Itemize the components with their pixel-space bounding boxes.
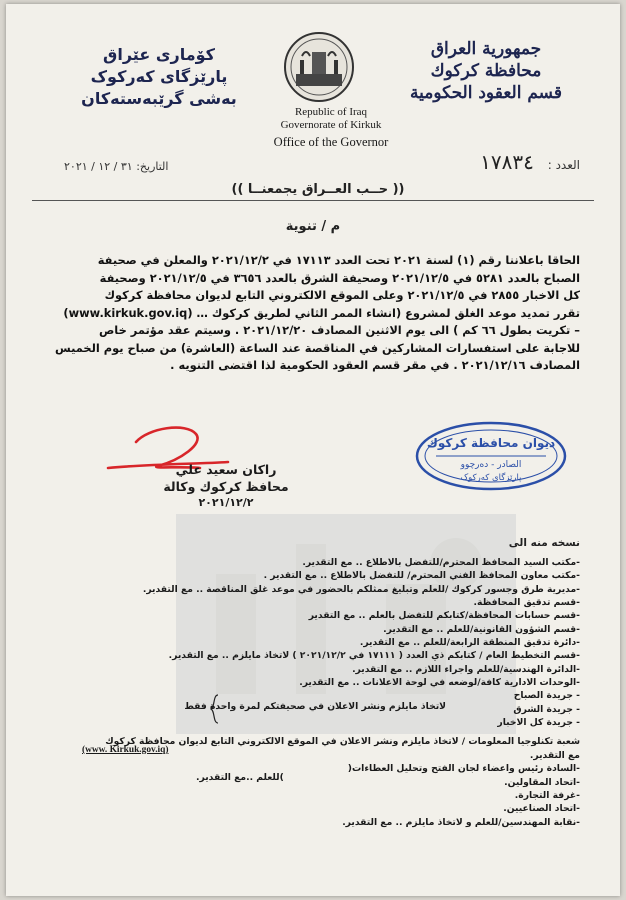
header-en-line-3: Office of the Governor — [273, 135, 389, 149]
list-item: -الدائرة الهندسية/للعلم واجراء اللازم .. مع التقدير. — [352, 663, 580, 675]
header-ku-line-2: پارێزگای کەرکوک — [90, 67, 228, 86]
committee-note: )للعلم ..مع التقدير. — [196, 772, 284, 783]
header-divider — [32, 200, 594, 201]
list-item: مع التقدير. — [529, 749, 580, 761]
body-line: تقرر تمديد موعد الغلق لمشروع (انشاء الممر الثاني لطريق كركوك … (www.kirkuk.gov.iq) — [63, 305, 580, 320]
document-date: التاريخ: ٣١ / ١٢ / ٢٠٢١ — [64, 160, 169, 173]
body-line: الصباح بالعدد ٥٢٨١ في ٢٠٢١/١٢/٥ وصحيفة الشرق بالعدد ٣٦٥٦ في ٢٠٢١/١٢/٥ وصحيفة — [99, 270, 580, 285]
header-ar-line-1: جمهورية العراق — [430, 39, 542, 59]
list-item: -قسم التخطيط العام / كتابكم ذي العدد ( ١٧١١١ في ٢٠٢١/١٢/٢ ) لاتخاذ مايلزم .. مع التقدير. — [168, 650, 580, 662]
signer-name: راكان سعيد علي — [175, 462, 277, 477]
cc-list — [46, 556, 580, 829]
list-item: -اتحاد الصناعيين. — [503, 803, 580, 815]
body-line: المصادف ٢٠٢١/١٢/١٦ . في مقر قسم العقود الحكومية لذا اقتضى التنويه . — [170, 358, 580, 372]
header-en-line-1: Republic of Iraq — [294, 106, 368, 118]
list-item: -السادة رئيس واعضاء لجان الفتح وتحليل العطاءات( — [347, 763, 580, 775]
subject-line: م / تنوية — [285, 219, 341, 234]
header-ku-line-1: کۆماری عێراق — [103, 45, 215, 64]
list-item: -الوحدات الادارية كافة/لوضعه في لوحة الاعلانات .. مع التقدير. — [299, 677, 580, 689]
body-line: كل الاخبار ٢٨٥٥ في ٢٠٢١/١٢/٥ وعلى الموقع الالكتروني التابع لديوان محافظة كركوك — [104, 288, 580, 302]
website-link: (www. Kirkuk.gov.iq) — [82, 745, 169, 755]
stamp-middle-text: الصادر - دەرچوو — [460, 460, 522, 470]
list-item: -غرفة التجارة. — [514, 789, 580, 801]
body-line: للاجابة على استفسارات المشاركين في المناقصة عند الساعة (العاشرة) من صباح يوم الخميس — [54, 340, 580, 355]
body-line: الحاقا باعلاننا رقم (١) لسنة ٢٠٢١ تحت العدد ١٧١١٣ في ٢٠٢١/١٢/٢ والمعلن في صحيفة — [97, 253, 580, 267]
stamp-bottom-text: پارێزگای کەرکوک — [460, 473, 522, 483]
list-item: -مكتب معاون المحافظ الفني المحترم/ للتفضل بالاطلاع .. مع التقدير . — [263, 570, 580, 582]
signer-title: محافظ كركوك وكالة — [163, 479, 289, 494]
header-ar-line-3: قسم العقود الحكومية — [410, 83, 562, 103]
notice-body — [50, 252, 580, 375]
newspaper-item: - جريدة كل الاخبار — [497, 717, 580, 729]
list-item: -قسم تدقيق المحافظة. — [473, 597, 580, 609]
header-kurdish — [74, 44, 244, 110]
document-page — [6, 4, 620, 896]
list-item: -مكتب السيد المحافظ المحترم/للتفضل بالاطلاع .. مع التقدير. — [302, 557, 580, 568]
stamp-top-text: ديوان محافظة كركوك — [426, 436, 556, 450]
header-en-line-2: Governorate of Kirkuk — [280, 119, 382, 131]
cc-heading: نسخه منه الى — [508, 537, 580, 549]
slogan: (( حــب العــراق يجمعنــا )) — [231, 182, 405, 197]
header-ar-line-2: محافظة كركوك — [430, 61, 542, 81]
list-item: شعبة تكنلوجيا المعلومات / لاتخاذ مايلزم ونشر الاعلان في الموقع الالكتروني التابع لديوان محافظة كركوك — [105, 736, 580, 748]
signer-block — [156, 461, 296, 511]
newspapers-note: لاتخاذ مايلزم ونشر الاعلان في صحيفتكم لمرة واحدة فقط — [184, 701, 446, 712]
list-item: -قسم الشؤون القانونية/للعلم .. مع التقدير. — [383, 623, 580, 635]
number-value: ١٧٨٣٤ — [480, 150, 534, 174]
body-line: – تكريت بطول ٦٦ كم ) الى يوم الاثنين المصادف ٢٠٢١/١٢/٢٠ . وسيتم عقد مؤتمر خاص — [98, 323, 580, 337]
signer-date: ٢٠٢١/١٢/٢ — [198, 496, 254, 509]
newspaper-item: - جريدة الشرق — [513, 703, 580, 715]
reference-number — [480, 150, 580, 174]
number-label: العدد : — [547, 158, 580, 172]
newspaper-item: - جريدة الصباح — [513, 690, 580, 702]
list-item: -اتحاد المقاولين. — [504, 776, 580, 788]
kirkuk-emblem-icon — [282, 30, 356, 104]
header-ku-line-3: بەشی گرێبەستەکان — [81, 89, 237, 108]
list-item: -نقابة المهندسين/للعلم و لاتخاذ مايلزم .. مع التقدير. — [342, 816, 580, 828]
list-item: -دائرة تدقيق المنطقة الرابعة/للعلم .. مع التقدير. — [359, 637, 580, 649]
list-item: -قسم حسابات المحافظة/كتابكم للتفضل بالعلم .. مع التقدير — [308, 610, 580, 622]
list-item: -مديرية طرق وجسور كركوك /للعلم وتبليغ ممثلكم بالحضور في موعد غلق المناقصة .. مع التقدير. — [142, 583, 580, 595]
header-arabic — [386, 38, 586, 104]
official-stamp — [414, 420, 568, 492]
header-english — [266, 106, 396, 151]
